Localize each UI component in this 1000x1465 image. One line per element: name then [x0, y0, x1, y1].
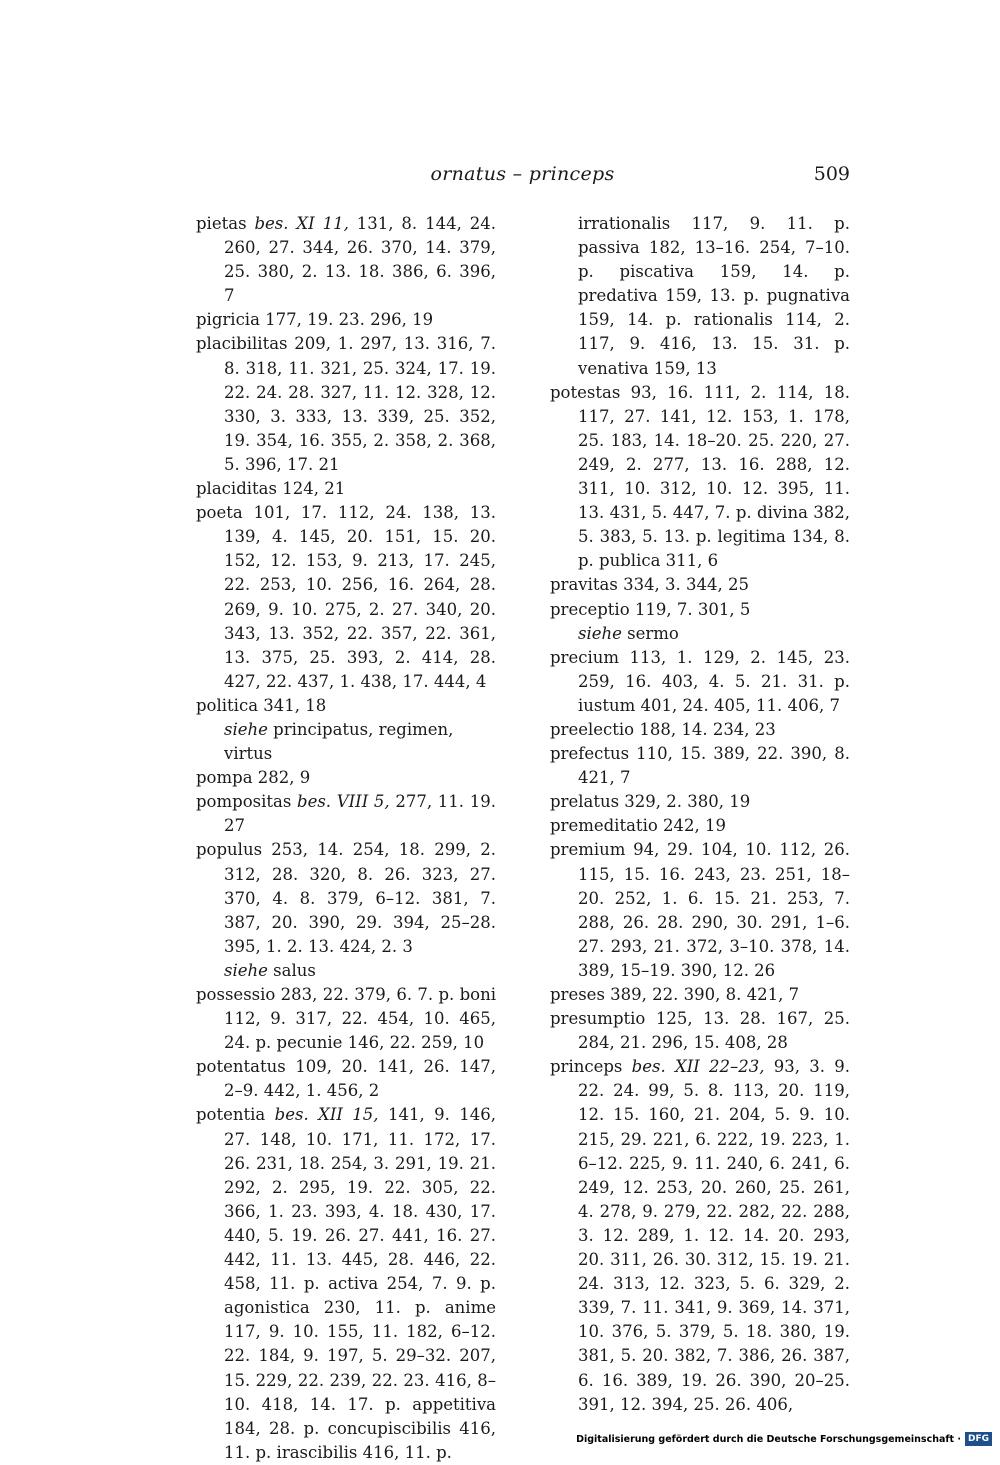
index-entry: placiditas 124, 21 [196, 479, 346, 499]
see-also-reference [196, 959, 496, 983]
see-also-reference [196, 718, 496, 766]
credit-text: Digitalisierung gefördert durch die Deutsche Forschungsgemeinschaft · [576, 1433, 961, 1445]
index-entry: pompa 282, 9 [196, 768, 311, 788]
see-also-reference [550, 622, 850, 646]
index-entry: potestas 93, 16. 111, 2. 114, 18. 117, 27. 141, 12. 153, 1. 178, 25. 183, 14. 18–20. 25. 220, 27. 249, 2. 277, 13. 16. 288, 12. 311, 10. 312, 10. 12. 395, 11. 13. 431, 5. 447, 7. p. divina 382, 5. 383, 5. 13. p. legitima 134, 8. p. publica 311, 6 [550, 382, 850, 571]
index-entry: poeta 101, 17. 112, 24. 138, 13. 139, 4. 145, 20. 151, 15. 20. 152, 12. 153, 9. 213, 17. 245, 22. 253, 10. 256, 16. 264, 28. 269, 9. 10. 275, 2. 27. 340, 20. 343, 13. 352, 22. 357, 22. 361, 13. 375, 25. 393, 2. 414, 28. 427, 22. 437, 1. 438, 17. 444, 4 [196, 503, 496, 691]
index-entry: pigricia 177, 19. 23. 296, 19 [196, 310, 434, 330]
index-entry: prelatus 329, 2. 380, 19 [550, 792, 751, 812]
dfg-logo: DFG [965, 1432, 992, 1446]
index-column-left [196, 212, 496, 1465]
index-entry: pietas bes. XI 11, 131, 8. 144, 24. 260, 27. 344, 26. 370, 14. 379, 25. 380, 2. 13. 18. 386, 6. 396, 7 [196, 214, 496, 306]
index-entry: populus 253, 14. 254, 18. 299, 2. 312, 28. 320, 8. 26. 323, 27. 370, 4. 8. 379, 6–12. 381, 7. 387, 20. 390, 29. 394, 25–28. 395, 1. 2. 13. 424, 2. 3 [196, 840, 496, 956]
index-entry: princeps bes. XII 22–23, 93, 3. 9. 22. 24. 99, 5. 8. 113, 20. 119, 12. 15. 160, 21. 204, 5. 9. 10. 215, 29. 221, 6. 222, 19. 223, 1. 6–12. 225, 9. 11. 240, 6. 241, 6. 249, 12. 253, 20. 260, 25. 261, 4. 278, 9. 279, 22. 282, 22. 288, 3. 12. 289, 1. 12. 14. 20. 293, 20. 311, 26. 30. 312, 15. 19. 21. 24. 313, 12. 323, 5. 6. 329, 2. 339, 7. 11. 341, 9. 369, 14. 371, 10. 376, 5. 379, 5. 18. 380, 19. 381, 5. 20. 382, 7. 386, 26. 387, 6. 16. 389, 19. 26. 390, 20–25. 391, 12. 394, 25. 26. 406, [550, 1057, 850, 1414]
see-also-target: salus [273, 960, 316, 980]
page-title: ornatus – princeps [430, 163, 615, 185]
index-entry: possessio 283, 22. 379, 6. 7. p. boni 112, 9. 317, 22. 454, 10. 465, 24. p. pecunie 146, 22. 259, 10 [196, 985, 496, 1053]
index-entry: preelectio 188, 14. 234, 23 [550, 719, 776, 739]
index-entry: politica 341, 18 [196, 695, 327, 715]
index-entry: premeditatio 242, 19 [550, 816, 726, 836]
page-number: 509 [813, 163, 850, 185]
see-also-label: siehe [578, 623, 622, 643]
running-head [195, 163, 850, 193]
index-entry: placibilitas 209, 1. 297, 13. 316, 7. 8. 318, 11. 321, 25. 324, 17. 19. 22. 24. 28. 327, 11. 12. 328, 12. 330, 3. 333, 13. 339, 25. 352, 19. 354, 16. 355, 2. 358, 2. 368, 5. 396, 17. 21 [196, 334, 496, 474]
see-also-target: sermo [627, 623, 679, 643]
index-column-right [550, 212, 850, 1417]
chapter-reference: bes. XII 15, [274, 1105, 379, 1125]
index-entry: presumptio 125, 13. 28. 167, 25. 284, 21. 296, 15. 408, 28 [550, 1009, 850, 1053]
index-entry: pravitas 334, 3. 344, 25 [550, 575, 750, 595]
digitization-credit [576, 1431, 992, 1447]
index-entry: potentia bes. XII 15, 141, 9. 146, 27. 148, 10. 171, 11. 172, 17. 26. 231, 18. 254, 3. 291, 19. 21. 292, 2. 295, 19. 22. 305, 22. 366, 1. 23. 393, 4. 18. 430, 17. 440, 5. 19. 26. 27. 441, 16. 27. 442, 11. 13. 445, 28. 446, 22. 458, 11. p. activa 254, 7. 9. p. agonistica 230, 11. p. anime 117, 9. 10. 155, 11. 182, 6–12. 22. 184, 9. 197, 5. 29–32. 207, 15. 229, 22. 239, 22. 23. 416, 8–10. 418, 14. 17. p. appetitiva 184, 28. p. concupiscibilis 416, 11. p. irascibilis 416, 11. p. [196, 1105, 496, 1462]
index-entry-continued: irrationalis 117, 9. 11. p. passiva 182, 13–16. 254, 7–10. p. piscativa 159, 14. p. predativa 159, 13. p. pugnativa 159, 14. p. rationalis 114, 2. 117, 9. 416, 13. 15. 31. p. venativa 159, 13 [578, 214, 850, 378]
chapter-reference: bes. VIII 5, [297, 792, 390, 812]
see-also-label: siehe [224, 960, 268, 980]
index-entry: premium 94, 29. 104, 10. 112, 26. 115, 15. 16. 243, 23. 251, 18–20. 252, 1. 6. 15. 21. 253, 7. 288, 26. 28. 290, 30. 291, 1–6. 27. 293, 21. 372, 3–10. 378, 14. 389, 15–19. 390, 12. 26 [550, 840, 850, 980]
index-entry: preceptio 119, 7. 301, 5 [550, 599, 751, 619]
index-entry: preses 389, 22. 390, 8. 421, 7 [550, 985, 800, 1004]
see-also-label: siehe [224, 719, 268, 739]
see-also-target: principatus, regimen, virtus [224, 719, 454, 764]
chapter-reference: bes. XII 22–23, [631, 1057, 765, 1077]
index-entry: prefectus 110, 15. 389, 22. 390, 8. 421, 7 [550, 744, 850, 788]
index-entry: potentatus 109, 20. 141, 26. 147, 2–9. 442, 1. 456, 2 [196, 1057, 496, 1101]
index-entry: pompositas bes. VIII 5, 277, 11. 19. 27 [196, 792, 496, 836]
chapter-reference: bes. XI 11, [254, 214, 349, 233]
index-entry: precium 113, 1. 129, 2. 145, 23. 259, 16. 403, 4. 5. 21. 31. p. iustum 401, 24. 405, 11. 406, 7 [550, 647, 850, 715]
